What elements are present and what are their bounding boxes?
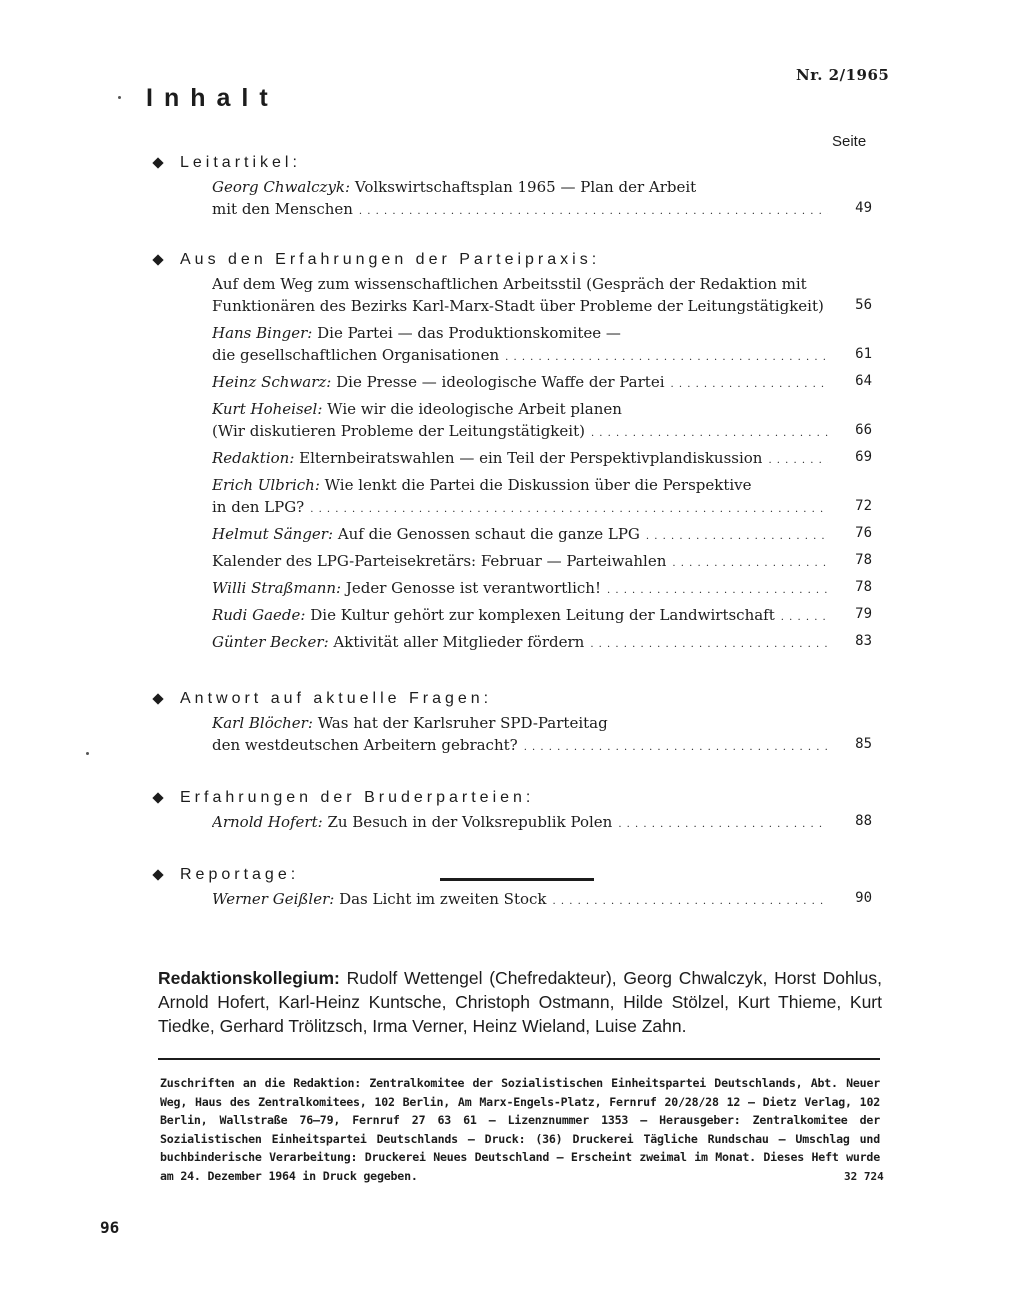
entry-line bbox=[212, 398, 828, 420]
entry-author: Rudi Gaede: bbox=[212, 606, 306, 624]
entry-title: den westdeutschen Arbeitern gebracht? bbox=[212, 736, 518, 754]
issue-number: Nr. 2/1965 bbox=[796, 66, 890, 84]
entry-line bbox=[212, 371, 828, 396]
toc-entry bbox=[212, 604, 880, 629]
leader-dots bbox=[768, 447, 828, 472]
entry-page: 79 bbox=[855, 606, 872, 622]
entry-author: Günter Becker: bbox=[212, 633, 329, 651]
entry-page: 66 bbox=[855, 422, 872, 438]
entry-title: Aktivität aller Mitglieder fördern bbox=[333, 633, 585, 651]
entry-page: 78 bbox=[855, 579, 872, 595]
entry-title: Die Partei — das Produktionskomitee — bbox=[317, 324, 621, 342]
entry-line bbox=[212, 712, 828, 734]
leader-dots bbox=[524, 734, 828, 759]
entry-page: 49 bbox=[855, 200, 872, 216]
toc-entry bbox=[212, 371, 880, 396]
toc-entry bbox=[212, 550, 880, 575]
leader-dots bbox=[359, 198, 828, 223]
toc-entry bbox=[212, 176, 880, 223]
entry-line bbox=[212, 523, 828, 548]
diamond-bullet-icon bbox=[152, 254, 163, 265]
section-title: Reportage: bbox=[180, 866, 300, 883]
toc-section bbox=[150, 247, 880, 658]
entry-title: Wie lenkt die Partei die Diskussion über die Perspektive bbox=[324, 476, 752, 494]
diamond-bullet-icon bbox=[152, 157, 163, 168]
entry-title: in den LPG? bbox=[212, 498, 305, 516]
entry-author: Hans Binger: bbox=[212, 324, 313, 342]
entry-title: Auf dem Weg zum wissenschaftlichen Arbeitsstil (Gespräch der Redaktion mit bbox=[212, 275, 807, 293]
leader-dots bbox=[781, 604, 828, 629]
editorial-board-members: Rudolf Wettengel (Chefredakteur), Georg Chwalczyk, Horst Dohlus, Arnold Hofert, Karl-Heinz Kuntsche, Christoph Ostmann, Hilde Stölzel, Kurt Thieme, Kurt Tiedke, Gerhard Trölitzsch, Irma Verner, Heinz Wieland, Luise Zahn. bbox=[158, 968, 882, 1036]
toc-entry bbox=[212, 474, 880, 521]
diamond-bullet-icon bbox=[152, 869, 163, 880]
editorial-board-label: Redaktionskollegium: bbox=[158, 968, 340, 988]
toc-entry bbox=[212, 322, 880, 369]
entry-title: Die Presse — ideologische Waffe der Partei bbox=[336, 373, 665, 391]
entry-title: Wie wir die ideologische Arbeit planen bbox=[327, 400, 622, 418]
entry-page: 78 bbox=[855, 552, 872, 568]
entry-line bbox=[212, 550, 828, 575]
entry-page: 64 bbox=[855, 373, 872, 389]
entry-author: Arnold Hofert: bbox=[212, 813, 323, 831]
entry-author: Redaktion: bbox=[212, 449, 295, 467]
entry-page: 88 bbox=[855, 813, 872, 829]
leader-dots bbox=[672, 550, 828, 575]
entry-title: Die Kultur gehört zur komplexen Leitung der Landwirtschaft bbox=[310, 606, 775, 624]
entry-author: Helmut Sänger: bbox=[212, 525, 334, 543]
leader-dots bbox=[646, 523, 828, 548]
toc-entry bbox=[212, 523, 880, 548]
entry-line bbox=[212, 604, 828, 629]
entry-title: Was hat der Karlsruher SPD-Parteitag bbox=[317, 714, 608, 732]
toc-entry bbox=[212, 273, 880, 320]
toc-section bbox=[150, 686, 880, 761]
entry-page: 76 bbox=[855, 525, 872, 541]
toc-entry bbox=[212, 811, 880, 836]
entry-author: Willi Straßmann: bbox=[212, 579, 342, 597]
leader-dots bbox=[618, 811, 828, 836]
entry-page: 90 bbox=[855, 890, 872, 906]
toc-entry bbox=[212, 888, 880, 913]
entry-title: die gesellschaftlichen Organisationen bbox=[212, 346, 500, 364]
section-title: Antwort auf aktuelle Fragen: bbox=[180, 690, 493, 707]
entry-title: Das Licht im zweiten Stock bbox=[339, 890, 547, 908]
toc-entry bbox=[212, 398, 880, 445]
entry-page: 85 bbox=[855, 736, 872, 752]
entry-title: Volkswirtschaftsplan 1965 — Plan der Arbeit bbox=[354, 178, 697, 196]
entry-line bbox=[212, 344, 828, 369]
entry-title: Funktionären des Bezirks Karl-Marx-Stadt über Probleme der Leitungstätigkeit) bbox=[212, 297, 824, 315]
leader-dots bbox=[310, 496, 828, 521]
entry-title: Elternbeiratswahlen — ein Teil der Perspektivplandiskussion bbox=[299, 449, 763, 467]
leader-dots bbox=[505, 344, 828, 369]
entry-line bbox=[212, 888, 828, 913]
toc-entry bbox=[212, 447, 880, 472]
leader-dots bbox=[553, 888, 829, 913]
entry-line bbox=[212, 295, 828, 320]
toc-section bbox=[150, 150, 880, 225]
page-column-label: Seite bbox=[832, 133, 867, 150]
entry-line bbox=[212, 322, 828, 344]
entry-author: Heinz Schwarz: bbox=[212, 373, 332, 391]
toc-section bbox=[150, 785, 880, 838]
entry-line bbox=[212, 420, 828, 445]
section-title: Leitartikel: bbox=[180, 154, 301, 171]
diamond-bullet-icon bbox=[152, 693, 163, 704]
entry-line bbox=[212, 474, 828, 496]
section-heading bbox=[150, 862, 880, 888]
toc-entry bbox=[212, 631, 880, 656]
page-number: 96 bbox=[100, 1218, 120, 1237]
entry-page: 69 bbox=[855, 449, 872, 465]
table-of-contents bbox=[150, 150, 880, 915]
entry-line bbox=[212, 447, 828, 472]
entry-author: Werner Geißler: bbox=[212, 890, 335, 908]
page-title: Inhalt bbox=[146, 84, 279, 112]
separator-rule bbox=[158, 1058, 880, 1060]
entry-page: 56 bbox=[855, 297, 872, 313]
entry-line bbox=[212, 577, 828, 602]
entry-page: 72 bbox=[855, 498, 872, 514]
entry-title: Jeder Genosse ist verantwortlich! bbox=[345, 579, 601, 597]
leader-dots bbox=[591, 420, 828, 445]
section-heading bbox=[150, 785, 880, 811]
imprint: Zuschriften an die Redaktion: Zentralkomitee der Sozialistischen Einheitspartei Deutschlands, Abt. Neuer Weg, Haus des Zentralkomitees, 102 Berlin, Am Marx-Engels-Platz, Fernruf 20/28/28 12 — Dietz Verlag, 102 Berlin, Wallstraße 76—79, Fernruf 27 63 61 — Lizenznummer 1353 — Herausgeber: Zentralkomitee der Sozialistischen Einheitspartei Deutschlands — Druck: (36) Druckerei Tägliche Rundschau — Umschlag und buchbinderische Verarbeitung: Druckerei Neues Deutschland — Erscheint zweimal im Monat. Dieses Heft wurde am 24. Dezember 1964 in Druck gegeben. bbox=[160, 1076, 880, 1183]
entry-line bbox=[212, 631, 828, 656]
diamond-bullet-icon bbox=[152, 792, 163, 803]
section-heading bbox=[150, 247, 880, 273]
print-speck bbox=[86, 752, 89, 755]
imprint-code: 32 724 bbox=[844, 1170, 884, 1183]
entry-line bbox=[212, 496, 828, 521]
entry-line bbox=[212, 273, 828, 295]
leader-dots bbox=[590, 631, 828, 656]
entry-title: Auf die Genossen schaut die ganze LPG bbox=[337, 525, 640, 543]
entry-line bbox=[212, 734, 828, 759]
toc-entry bbox=[212, 577, 880, 602]
editorial-board bbox=[158, 966, 882, 1038]
toc-section bbox=[150, 862, 880, 915]
section-heading bbox=[150, 150, 880, 176]
entry-title: (Wir diskutieren Probleme der Leitungstätigkeit) bbox=[212, 422, 585, 440]
leader-dots bbox=[607, 577, 828, 602]
section-heading bbox=[150, 686, 880, 712]
entry-title: Zu Besuch in der Volksrepublik Polen bbox=[327, 813, 613, 831]
entry-author: Erich Ulbrich: bbox=[212, 476, 320, 494]
divider bbox=[440, 878, 594, 881]
toc-entry bbox=[212, 712, 880, 759]
print-speck bbox=[118, 96, 121, 99]
entry-author: Karl Blöcher: bbox=[212, 714, 313, 732]
entry-title: mit den Menschen bbox=[212, 200, 353, 218]
entry-page: 61 bbox=[855, 346, 872, 362]
entry-line bbox=[212, 176, 828, 198]
entry-author: Kurt Hoheisel: bbox=[212, 400, 323, 418]
section-title: Aus den Erfahrungen der Parteipraxis: bbox=[180, 251, 601, 268]
entry-page: 83 bbox=[855, 633, 872, 649]
leader-dots bbox=[671, 371, 829, 396]
section-title: Erfahrungen der Bruderparteien: bbox=[180, 789, 535, 806]
entry-author: Georg Chwalczyk: bbox=[212, 178, 351, 196]
entry-title: Kalender des LPG-Parteisekretärs: Februar — Parteiwahlen bbox=[212, 552, 667, 570]
entry-line bbox=[212, 198, 828, 223]
entry-line bbox=[212, 811, 828, 836]
